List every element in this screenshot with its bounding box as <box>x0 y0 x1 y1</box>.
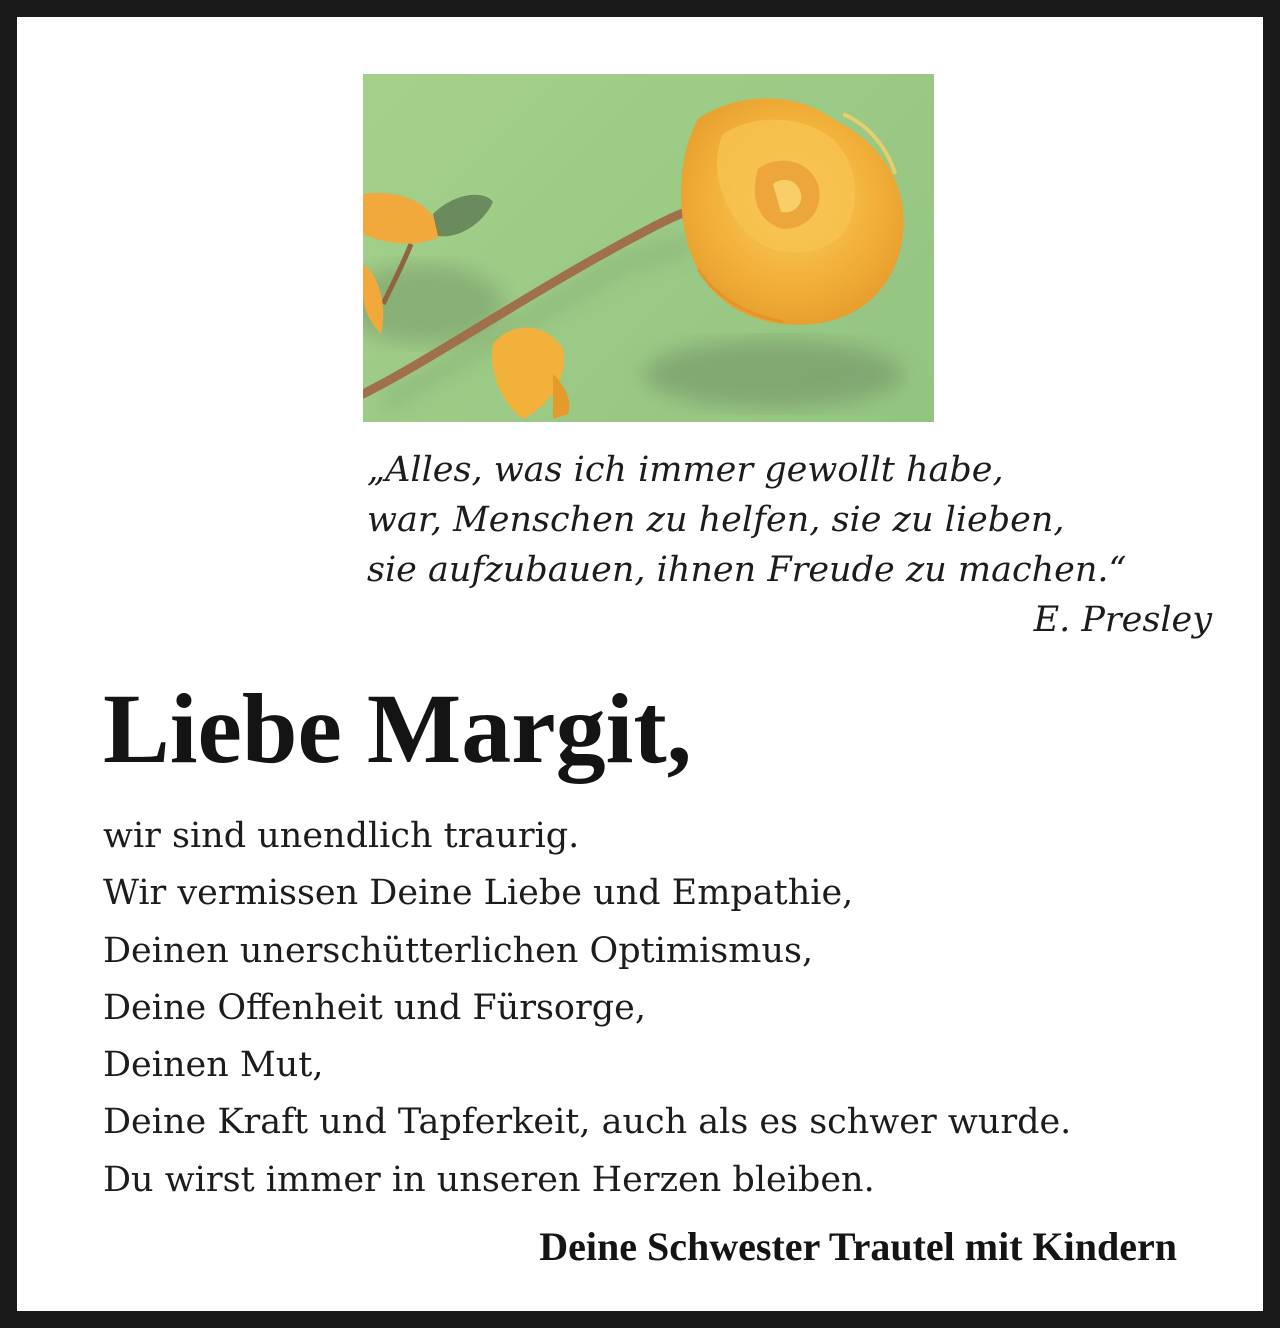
message-line: Du wirst immer in unseren Herzen bleiben. <box>103 1159 875 1200</box>
quote-line: „Alles, was ich immer gewollt habe, <box>367 450 1004 490</box>
message-line: Deinen Mut, <box>103 1045 324 1086</box>
message-line: Deine Offenheit und Fürsorge, <box>103 987 646 1028</box>
message-line: wir sind unendlich traurig. <box>103 816 580 856</box>
quote-line: war, Menschen zu helfen, sie zu lieben, <box>367 500 1065 540</box>
message-body <box>103 808 1071 1209</box>
quote-line: sie aufzubauen, ihnen Freude zu machen.“ <box>367 550 1127 590</box>
rose-image <box>363 74 934 422</box>
message-line: Wir vermissen Deine Liebe und Empathie, <box>103 873 854 914</box>
message-line: Deine Kraft und Tapferkeit, auch als es schwer wurde. <box>103 1102 1072 1143</box>
quote-author: E. Presley <box>1033 600 1212 640</box>
message-line: Deinen unerschütterlichen Optimismus, <box>103 930 814 971</box>
yellow-rose-icon <box>363 74 934 422</box>
quote-block <box>367 445 1212 645</box>
salutation-heading: Liebe Margit, <box>103 673 692 784</box>
signature: Deine Schwester Trautel mit Kindern <box>539 1224 1177 1269</box>
